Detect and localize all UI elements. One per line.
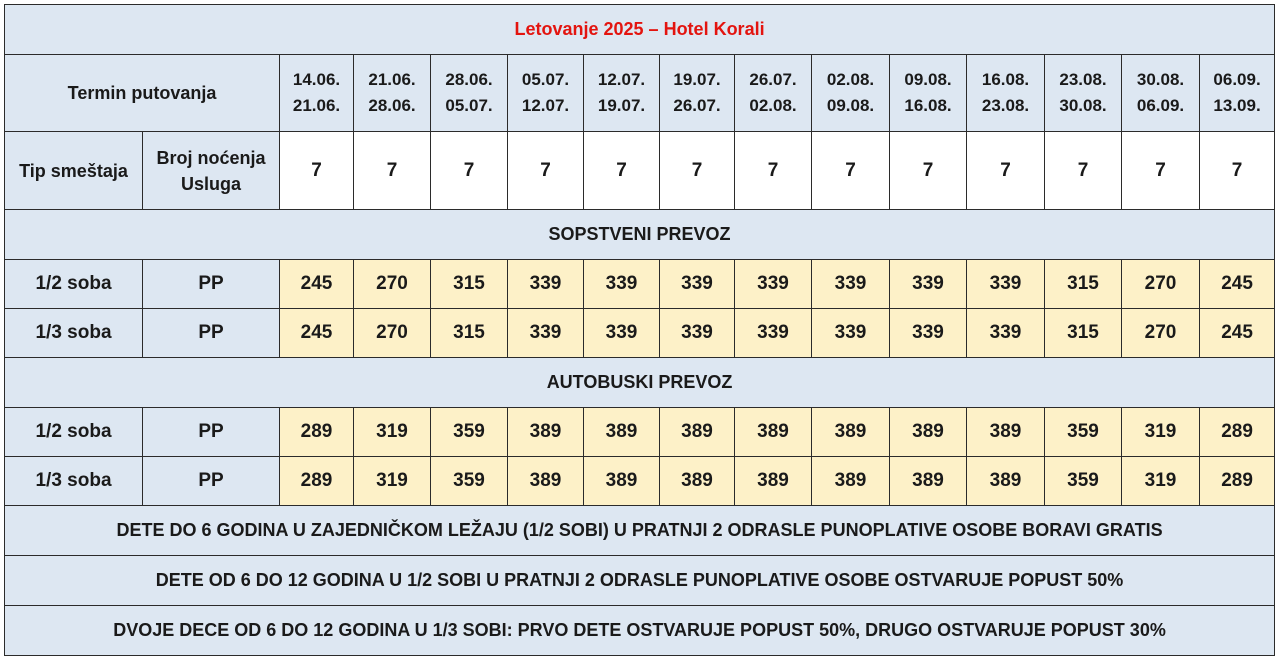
room-type-cell: 1/3 soba: [5, 457, 143, 506]
price-cell: 359: [431, 457, 508, 506]
nights-cell: 7: [967, 132, 1045, 210]
nights-cell: 7: [354, 132, 431, 210]
term-to: 19.07.: [597, 96, 646, 115]
price-cell: 315: [431, 260, 508, 309]
nights-cell: 7: [890, 132, 967, 210]
broj-label: Broj noćenja: [156, 147, 266, 168]
price-cell: 289: [280, 408, 354, 457]
note-row: [5, 556, 1275, 606]
term-from: 02.08.: [826, 70, 875, 89]
term-from: 28.06.: [445, 70, 493, 89]
term-date-cell: [1122, 55, 1200, 132]
price-table-body: [5, 5, 1275, 656]
term-from: 16.08.: [981, 70, 1030, 89]
term-from: 26.07.: [749, 70, 797, 89]
price-cell: 389: [812, 408, 890, 457]
price-cell: 245: [1200, 309, 1275, 358]
room-type-cell: 1/2 soba: [5, 260, 143, 309]
price-cell: 270: [1122, 309, 1200, 358]
price-cell: 270: [354, 260, 431, 309]
term-date-cell: [431, 55, 508, 132]
price-cell: 339: [890, 309, 967, 358]
nights-cell: 7: [508, 132, 584, 210]
service-cell: PP: [143, 309, 280, 358]
price-cell: 339: [584, 260, 660, 309]
price-cell: 270: [1122, 260, 1200, 309]
section-row: [5, 358, 1275, 408]
term-to: 16.08.: [904, 96, 952, 115]
section-title: SOPSTVENI PREVOZ: [5, 210, 1275, 260]
term-to: 09.08.: [826, 96, 875, 115]
term-date-cell: [812, 55, 890, 132]
price-cell: 315: [1045, 260, 1122, 309]
nights-cell: 7: [280, 132, 354, 210]
price-cell: 270: [354, 309, 431, 358]
table-row: [5, 457, 1275, 506]
price-cell: 339: [890, 260, 967, 309]
price-cell: 359: [1045, 408, 1122, 457]
price-cell: 389: [735, 457, 812, 506]
price-cell: 389: [890, 408, 967, 457]
price-cell: 359: [431, 408, 508, 457]
section-row: [5, 210, 1275, 260]
service-cell: PP: [143, 457, 280, 506]
nights-cell: 7: [660, 132, 735, 210]
room-type-cell: 1/3 soba: [5, 309, 143, 358]
price-cell: 319: [1122, 457, 1200, 506]
term-to: 02.08.: [749, 96, 797, 115]
term-to: 05.07.: [445, 96, 493, 115]
price-cell: 315: [431, 309, 508, 358]
nights-cell: 7: [584, 132, 660, 210]
price-cell: 359: [1045, 457, 1122, 506]
price-cell: 389: [508, 408, 584, 457]
nights-cell: 7: [1122, 132, 1200, 210]
term-from: 30.08.: [1136, 70, 1185, 89]
term-to: 28.06.: [368, 96, 416, 115]
price-cell: 339: [584, 309, 660, 358]
price-cell: 389: [735, 408, 812, 457]
price-cell: 289: [280, 457, 354, 506]
term-from: 23.08.: [1059, 70, 1107, 89]
nights-cell: 7: [812, 132, 890, 210]
term-to: 06.09.: [1136, 96, 1185, 115]
term-date-cell: [890, 55, 967, 132]
note-text: DVOJE DECE OD 6 DO 12 GODINA U 1/3 SOBI: PRVO DETE OSTVARUJE POPUST 50%, DRUGO OSTVARUJE POPUST 30%: [5, 606, 1275, 656]
term-date-cell: [1200, 55, 1275, 132]
term-date-cell: [508, 55, 584, 132]
price-cell: 389: [967, 457, 1045, 506]
term-from: 09.08.: [904, 70, 952, 89]
term-date-cell: [660, 55, 735, 132]
price-cell: 315: [1045, 309, 1122, 358]
term-from: 14.06.: [292, 70, 341, 89]
term-to: 12.07.: [521, 96, 570, 115]
broj-usluga-label: [143, 132, 280, 210]
term-to: 21.06.: [292, 96, 341, 115]
section-title: AUTOBUSKI PREVOZ: [5, 358, 1275, 408]
term-from: 05.07.: [521, 70, 570, 89]
term-from: 06.09.: [1213, 70, 1261, 89]
price-cell: 245: [280, 260, 354, 309]
price-cell: 339: [508, 309, 584, 358]
term-date-cell: [735, 55, 812, 132]
term-to: 23.08.: [981, 96, 1030, 115]
price-cell: 389: [890, 457, 967, 506]
price-cell: 339: [660, 309, 735, 358]
price-cell: 389: [812, 457, 890, 506]
tip-label: Tip smeštaja: [5, 132, 143, 210]
nights-cell: 7: [1045, 132, 1122, 210]
usluga-label: Usluga: [180, 173, 241, 194]
term-date-cell: [584, 55, 660, 132]
term-date-cell: [354, 55, 431, 132]
table-row: [5, 309, 1275, 358]
term-date-cell: [1045, 55, 1122, 132]
term-to: 26.07.: [673, 96, 721, 115]
note-row: [5, 506, 1275, 556]
nights-cell: 7: [1200, 132, 1275, 210]
nights-row: [5, 132, 1275, 210]
termin-label: Termin putovanja: [5, 55, 280, 132]
price-cell: 319: [354, 408, 431, 457]
term-to: 30.08.: [1059, 96, 1107, 115]
price-cell: 319: [354, 457, 431, 506]
note-row: [5, 606, 1275, 656]
price-cell: 339: [812, 260, 890, 309]
table-title: Letovanje 2025 – Hotel Korali: [5, 5, 1275, 55]
note-text: DETE DO 6 GODINA U ZAJEDNIČKOM LEŽAJU (1/2 SOBI) U PRATNJI 2 ODRASLE PUNOPLATIVE OSOBE BORAVI GRATIS: [5, 506, 1275, 556]
price-cell: 389: [584, 457, 660, 506]
nights-cell: 7: [431, 132, 508, 210]
note-text: DETE OD 6 DO 12 GODINA U 1/2 SOBI U PRATNJI 2 ODRASLE PUNOPLATIVE OSOBE OSTVARUJE POPUST 50%: [5, 556, 1275, 606]
price-cell: 389: [584, 408, 660, 457]
nights-cell: 7: [735, 132, 812, 210]
price-cell: 339: [660, 260, 735, 309]
price-cell: 339: [812, 309, 890, 358]
table-row: [5, 260, 1275, 309]
term-date-cell: [967, 55, 1045, 132]
price-cell: 339: [508, 260, 584, 309]
term-from: 21.06.: [368, 70, 416, 89]
service-cell: PP: [143, 408, 280, 457]
term-date-cell: [280, 55, 354, 132]
term-to: 13.09.: [1213, 96, 1261, 115]
price-cell: 245: [280, 309, 354, 358]
term-from: 19.07.: [673, 70, 721, 89]
service-cell: PP: [143, 260, 280, 309]
price-cell: 289: [1200, 457, 1275, 506]
dates-row: [5, 55, 1275, 132]
price-cell: 245: [1200, 260, 1275, 309]
price-cell: 389: [660, 408, 735, 457]
title-row: [5, 5, 1275, 55]
price-cell: 339: [735, 260, 812, 309]
price-cell: 289: [1200, 408, 1275, 457]
term-from: 12.07.: [597, 70, 646, 89]
price-cell: 389: [508, 457, 584, 506]
price-cell: 319: [1122, 408, 1200, 457]
price-cell: 339: [967, 260, 1045, 309]
price-cell: 339: [735, 309, 812, 358]
price-table: [4, 4, 1275, 656]
price-cell: 339: [967, 309, 1045, 358]
room-type-cell: 1/2 soba: [5, 408, 143, 457]
price-cell: 389: [660, 457, 735, 506]
table-row: [5, 408, 1275, 457]
price-list-container: [4, 4, 1275, 656]
price-cell: 389: [967, 408, 1045, 457]
